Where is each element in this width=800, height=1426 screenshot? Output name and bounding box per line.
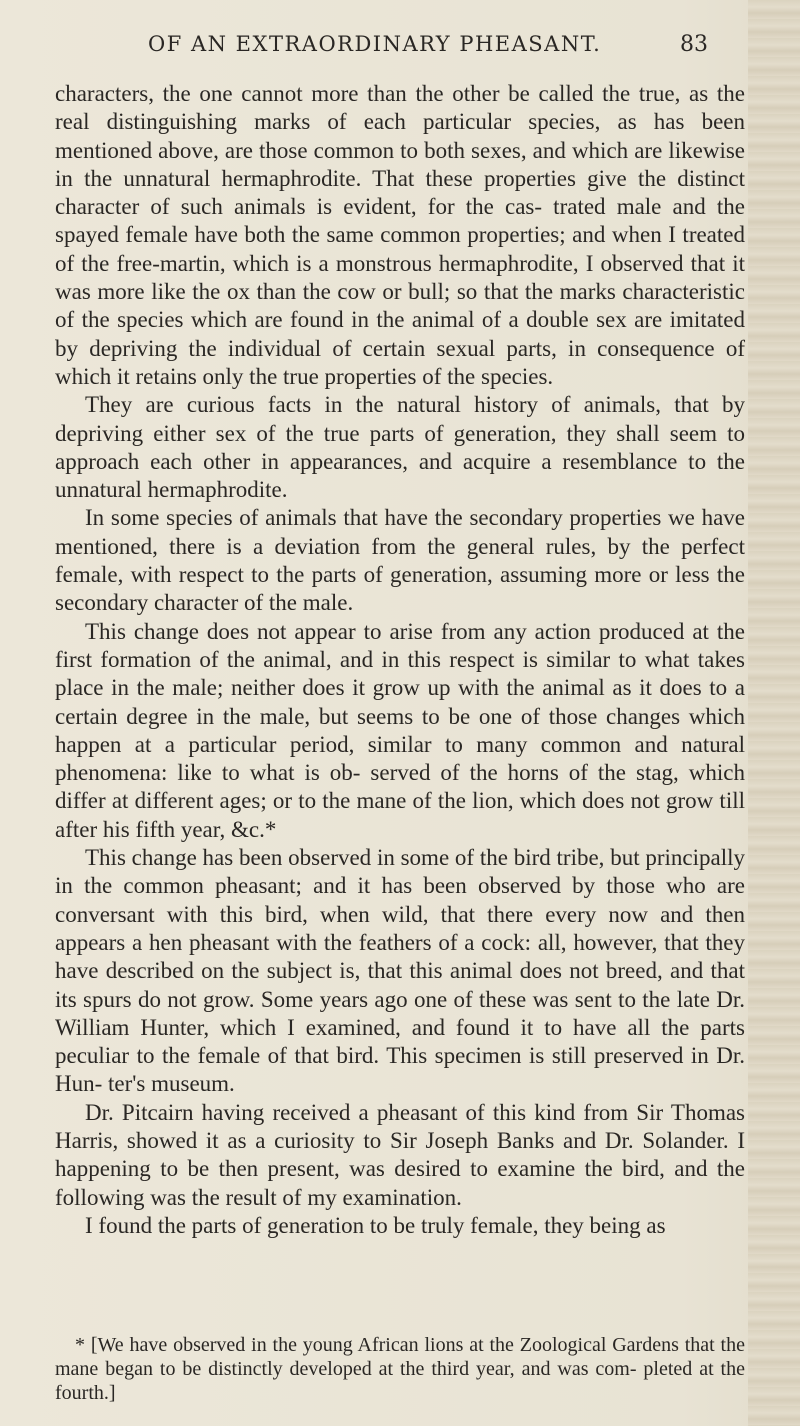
paragraph-5: This change has been observed in some of the bird tribe, but principally in the common pheasant; and it has been observed by those who are conversant with this bird, when wild, that there every now and then appears a hen pheasant with the feathers of a cock: all, however, that they have described on the subject is, that this animal does not breed, and that its spurs do not grow. Some years ago one of these was sent to the late Dr. William Hunter, which I examined, and found it to have all the parts peculiar to the female of that bird. This specimen is still preserved in Dr. Hun- ter's museum. [55,845,745,1097]
paragraph-7: I found the parts of generation to be truly female, they being as [85,1212,666,1238]
footnote [55,1333,745,1405]
paragraph-1: characters, the one cannot more than the other be called the true, as the real distinguishing marks of each particular species, as has been mentioned above, are those common to both sexes, and which are likewise in the unnatural hermaphrodite. That these properties give the distinct character of such animals is evident, for the cas- trated male and the spayed female have both the same common properties; and when I treated of the free-martin, which is a monstrous hermaphrodite, I observed that it was more like the ox than the cow or bull; so that the marks characteristic of the species which are found in the animal of a double sex are imitated by depriving the individual of certain sexual parts, in consequence of which it retains only the true properties of the species. [55,81,745,389]
paragraph-2: They are curious facts in the natural history of animals, that by depriving either sex of the true parts of generation, they shall seem to approach each other in appearances, and acquire a resemblance to the unnatural hermaphrodite. [55,392,745,503]
footnote-text: * [We have observed in the young African lions at the Zoological Gardens that the mane began to be distinctly developed at the third year, and was com- pleted at the fourth.] [55,1334,745,1404]
body-text [55,80,745,1240]
paragraph-4: This change does not appear to arise from any action produced at the first formation of the animal, and in this respect is similar to what takes place in the male; neither does it grow up with the animal as it does to a certain degree in the male, but seems to be one of those changes which happen at a particular period, similar to many common and natural phenomena: like to what is ob- served of the horns of the stag, which differ at different ages; or to the mane of the lion, which does not grow till after his fifth year, &c.* [55,618,745,842]
page-number: 83 [680,32,708,57]
page-edge-shadow [748,0,800,1426]
running-header [148,32,708,57]
paragraph-3: In some species of animals that have the secondary properties we have mentioned, there is a deviation from the general rules, by the perfect female, with respect to the parts of generation, assuming more or less the secondary character of the male. [55,505,745,616]
running-title: OF AN EXTRAORDINARY PHEASANT. [148,32,602,56]
paragraph-6: Dr. Pitcairn having received a pheasant of this kind from Sir Thomas Harris, showed it as a curiosity to Sir Joseph Banks and Dr. Solander. I happening to be then present, was desired to examine the bird, and the following was the result of my examination. [55,1099,745,1210]
